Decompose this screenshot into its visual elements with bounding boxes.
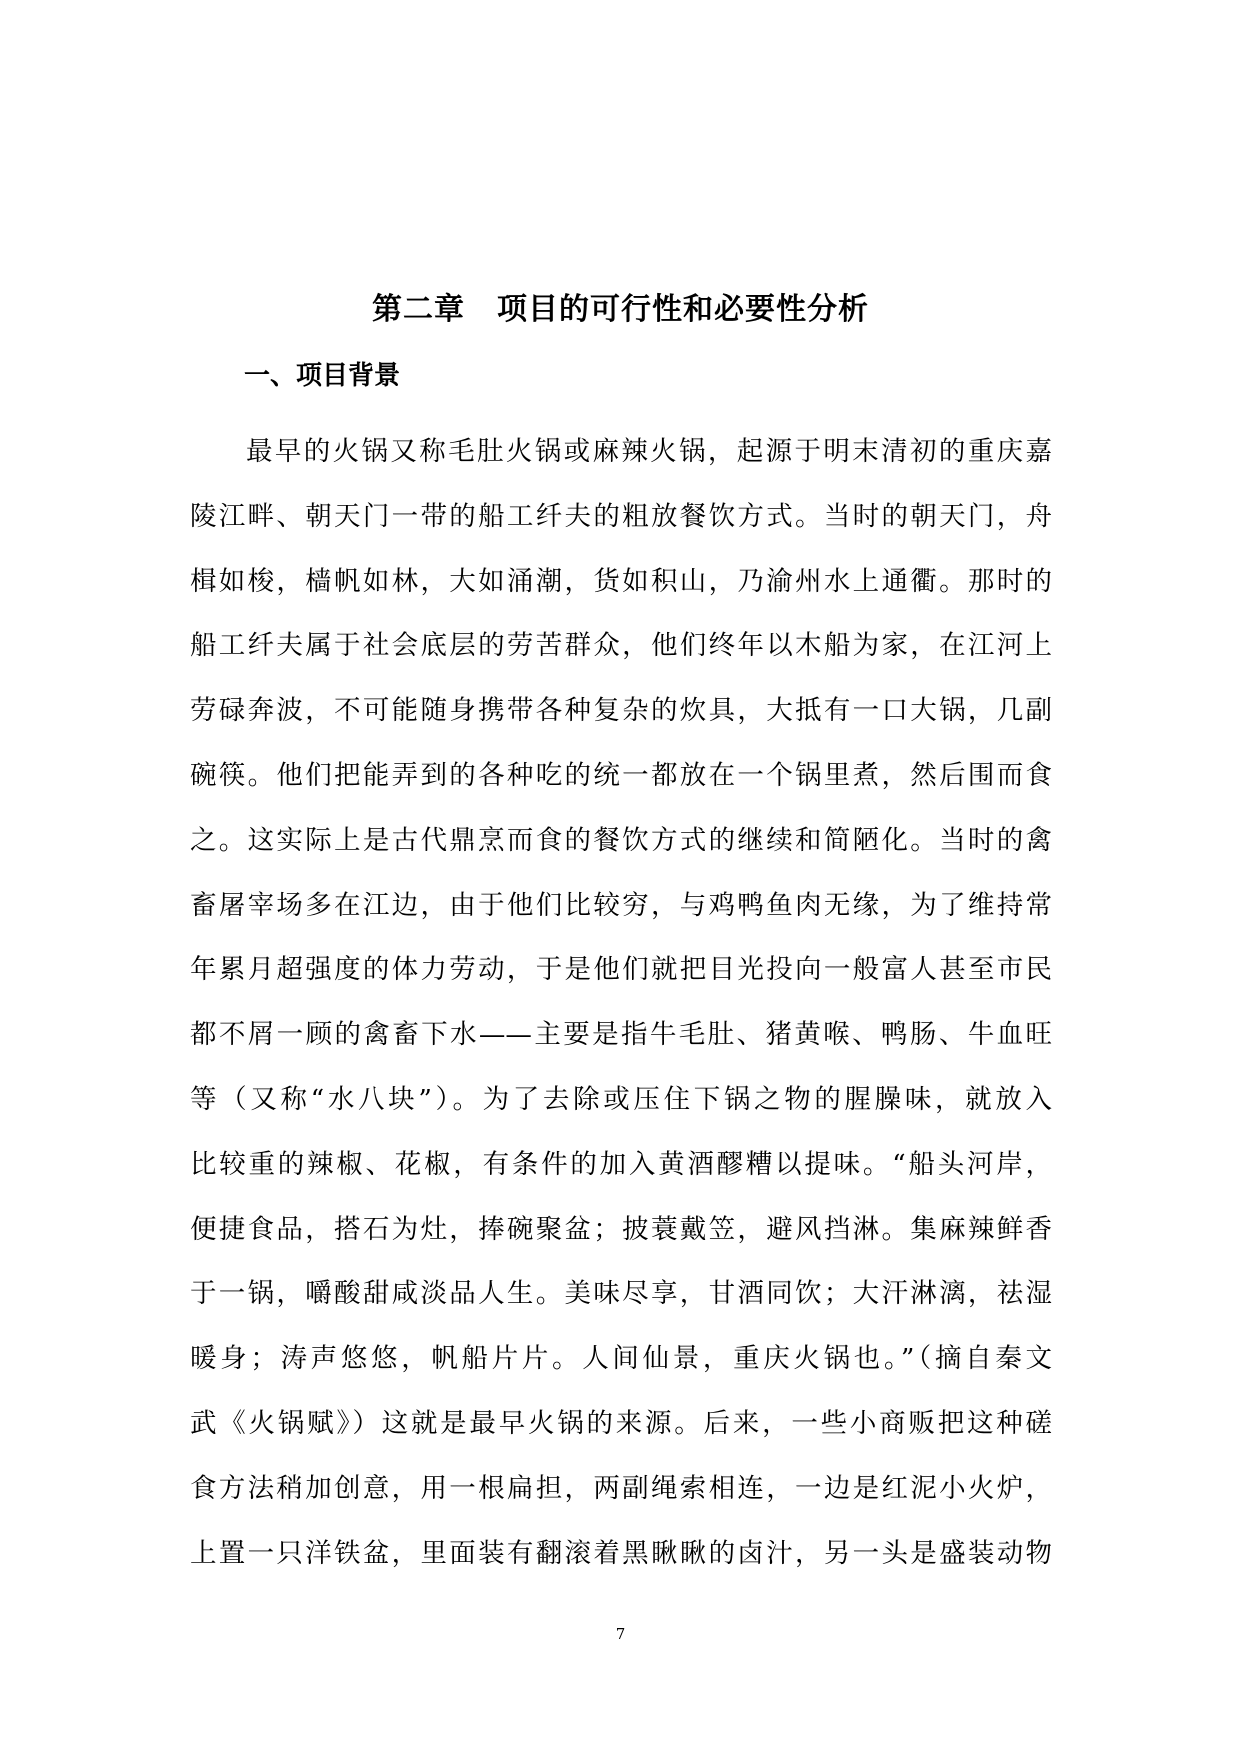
chapter-title xyxy=(0,290,1241,330)
text-line: 年累月超强度的体力劳动，于是他们就把目光投向一般富人甚至市民 xyxy=(190,954,1052,986)
text-line: 食方法稍加创意，用一根扁担，两副绳索相连，一边是红泥小火炉， xyxy=(190,1472,1052,1504)
text-line: 于一锅，嚼酸甜咸淡品人生。美味尽享，甘酒同饮；大汗淋漓，祛湿 xyxy=(190,1278,1052,1310)
text-line: 碗筷。他们把能弄到的各种吃的统一都放在一个锅里煮，然后围而食 xyxy=(190,759,1052,791)
text-line: 暖身；涛声悠悠，帆船片片。人间仙景，重庆火锅也。”（摘自秦文 xyxy=(190,1343,1052,1375)
text-line: 武《火锅赋》）这就是最早火锅的来源。后来，一些小商贩把这种磋 xyxy=(190,1407,1052,1439)
text-line: 比较重的辣椒、花椒，有条件的加入黄酒醪糟以提味。“船头河岸， xyxy=(190,1148,1052,1180)
text-line: 上置一只洋铁盆，里面装有翻滚着黑瞅瞅的卤汁，另一头是盛装动物 xyxy=(190,1537,1052,1569)
section-title: 一、项目背景 xyxy=(244,361,401,391)
text-line: 等（又称“水八块”）。为了去除或压住下锅之物的腥臊味，就放入 xyxy=(190,1083,1052,1115)
text-line: 劳碌奔波，不可能随身携带各种复杂的炊具，大抵有一口大锅，几副 xyxy=(190,695,1052,727)
text-line: 最早的火锅又称毛肚火锅或麻辣火锅，起源于明末清初的重庆嘉 xyxy=(246,436,1052,467)
text-line: 陵江畔、朝天门一带的船工纤夫的粗放餐饮方式。当时的朝天门，舟 xyxy=(190,500,1052,532)
text-line: 船工纤夫属于社会底层的劳苦群众，他们终年以木船为家，在江河上 xyxy=(190,630,1052,662)
text-line: 畜屠宰场多在江边，由于他们比较穷，与鸡鸭鱼肉无缘，为了维持常 xyxy=(190,889,1052,921)
page-number: 7 xyxy=(615,1625,626,1643)
text-line: 便捷食品，搭石为灶，捧碗聚盆；披蓑戴笠，避风挡淋。集麻辣鲜香 xyxy=(190,1213,1052,1245)
text-line: 都不屑一顾的禽畜下水——主要是指牛毛肚、猪黄喉、鸭肠、牛血旺 xyxy=(190,1019,1052,1051)
chapter-heading: 项目的可行性和必要性分析 xyxy=(497,292,869,327)
body-paragraph xyxy=(190,420,1052,1586)
chapter-label: 第二章 xyxy=(372,292,465,327)
text-line: 之。这实际上是古代鼎烹而食的餐饮方式的继续和简陋化。当时的禽 xyxy=(190,824,1052,856)
text-line: 楫如梭，樯帆如林，大如涌潮，货如积山，乃渝州水上通衢。那时的 xyxy=(190,565,1052,597)
